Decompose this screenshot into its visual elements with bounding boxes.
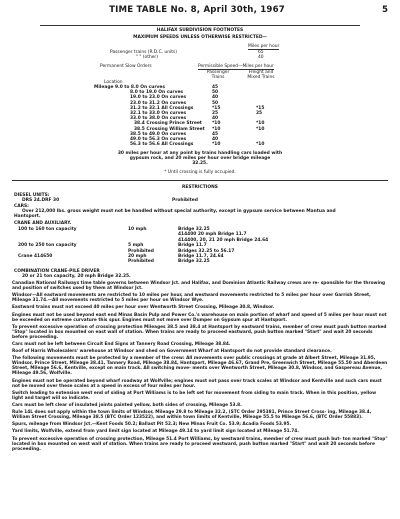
- mid-rule: [12, 180, 388, 181]
- slow-order-freight-speed: *10: [256, 142, 265, 148]
- slow-order-freight-speed: 25: [256, 111, 263, 116]
- restriction-paragraph: Cars must be left clear of insulated joints painted yellow, both sides of crossing, Mileage 53.8.: [12, 402, 242, 408]
- slow-order-freight-speed: *10: [256, 121, 265, 127]
- restriction-paragraph: Switch leading to extension west end of siding at Port Williams is to be left set for movement from siding to main track. When in this position, yellow light and target will so indicate.: [12, 390, 377, 401]
- slow-order-location: 31.2 to 32.1 All Crossings: [130, 105, 194, 111]
- slow-order-location: Mileage 9.0 to 8.0 On curves: [94, 85, 165, 90]
- cars-text: Over 212,000 lbs. gross weight must not be handled without special authority, except in gypsum service between Mantua and: [22, 209, 336, 214]
- crane-bridge: 414400, 20, 21 20 mph Bridge 24.64: [178, 237, 269, 243]
- other-trains-speed: 40: [258, 55, 264, 60]
- slow-order-passenger-speed: 40: [212, 95, 219, 101]
- slow-order-location: 38.5 to 49.0 On curves: [130, 131, 187, 137]
- crane-bridge: Bridge 11.7: [178, 243, 207, 249]
- slow-order-location: 33.0 to 38.0 On curves: [130, 116, 187, 122]
- slow-order-freight-speed: *15: [256, 105, 265, 111]
- halifax-subtitle: MAXIMUM SPEEDS UNLESS OTHERWISE RESTRICTED—: [133, 35, 267, 40]
- crane-bridge: Bridge 32.25: [178, 227, 210, 232]
- col-passenger-header: Passenger Trains: [206, 70, 230, 81]
- slow-order-passenger-speed: *15: [212, 105, 221, 111]
- crane-speed: 20 mph: [128, 254, 147, 259]
- slow-order-location: 56.3 to 56.6 All Crossings: [130, 142, 194, 148]
- crane-capacity: 100 to 160 ton capacity: [18, 227, 77, 232]
- halifax-note-4: * Until crossing is fully occupied.: [164, 170, 236, 175]
- top-rule: [40, 25, 360, 26]
- combination-label: COMBINATION CRANE-PILE DRIVER: [14, 269, 100, 274]
- diesel-units-label: DIESEL UNITS:: [14, 193, 50, 198]
- diesel-prohibited: Prohibited: [172, 198, 198, 203]
- slow-order-location: 8.0 to 19.0 On curves: [130, 90, 184, 96]
- slow-order-location: 49.0 to 56.3 On curves: [130, 137, 187, 142]
- crane-bridge: 414400 20 mph Bridge 11.7: [178, 232, 247, 238]
- slow-order-passenger-speed: 45: [212, 131, 219, 137]
- page-number: 5: [382, 5, 388, 15]
- restriction-paragraph: To prevent excessive operation of crossing protection Mileages 38.5 and 38.4 at Hantsport by eastward trains, member of crew must push button marked "Stop" located in box mounted on east wall of station. When trains are ready to proceed eastward, push button marked "Start" and wait 20 seconds before proceeding.: [12, 324, 387, 340]
- slow-order-passenger-speed: *10: [212, 126, 221, 132]
- slow-order-location: 38.4 Crossing Prince Street: [134, 121, 202, 127]
- location-header: Location: [104, 80, 123, 85]
- slow-order-passenger-speed: 45: [212, 85, 219, 90]
- halifax-note-3: 32.25.: [192, 161, 208, 166]
- slow-order-passenger-speed: *10: [212, 142, 221, 148]
- col-freight-header: Freight and Mixed Trains: [247, 70, 275, 81]
- crane-bridge: Bridge 32.25: [178, 259, 210, 265]
- slow-order-passenger-speed: 50: [212, 90, 219, 96]
- slow-order-passenger-speed: 25: [212, 111, 219, 116]
- slow-order-passenger-speed: 50: [212, 100, 219, 106]
- restriction-paragraph: Engines must not be used beyond east end Minas Basin Pulp and Power Co.'s warehouse on main portion of wharf and speed of 5 miles per hour must not be exceeded on extreme curvature this spur. Engines must not move over Dumper on Gypsum spur at Hantsport.: [12, 312, 387, 323]
- crane-label: CRANE AND AUXILIARY.: [14, 221, 72, 226]
- halifax-note-1: 30 miles per hour at any point by trains handling cars loaded with: [117, 151, 283, 156]
- halifax-title: HALIFAX SUBDIVISION FOOTNOTES: [156, 28, 244, 33]
- slow-order-location: 19.0 to 23.0 On curves: [130, 95, 187, 101]
- restriction-paragraph: Yard limits, Wolfville, extend from yard limit sign located at Mileage 49.14 to yard limit sign located at Mileage 51.74.: [12, 429, 299, 435]
- slow-orders-label: Permanent Slow Orders: [100, 64, 152, 69]
- passenger-trains-label: Passenger trains (R.D.C. units): [110, 50, 177, 55]
- slow-order-passenger-speed: 40: [212, 116, 219, 122]
- restriction-paragraph: Canadian National Railways time table governs between Windsor Jct. and Halifax, and Dominion Atlantic Railway crews are re- sponsible for the throwing and position of switches used by them at Windsor Jct.: [12, 281, 386, 291]
- restriction-paragraph: Rule 14L does not apply within the town limits of Windsor, Mileage 29.8 to Mileage 32.2, (STC Order 295381, Prince Street Cross- ing, Mileage 38.4, William Street Crossing, Mileage 38.5 (BTC Order 123522), and within town limits of Kentville, Mileage 55.5 to Mileage 56.6, (BTC Order 55883).: [12, 410, 372, 421]
- slow-order-freight-speed: *10: [256, 126, 265, 132]
- timetable-title: TIME TABLE No. 8, April 30th, 1967: [109, 5, 285, 15]
- crane-capacity: 200 to 250 ton capacity: [18, 243, 77, 249]
- crane-bridge: Bridge 11.7, 24.64: [178, 254, 224, 259]
- permissible-speed-label: Permissible Speed—Miles per hour: [198, 64, 274, 69]
- restriction-paragraph: The following movements must be protected by a member of the crew: All movements over public crossings at grade at Albert Street, Mileage 31.95, Windsor, Prince Street, Mileage 38.41, Tannery Road, Mileage 38.84, Hantsport, Mileage 46.67, Grand Pre, Greenwich Street, Mileage 55.50 and Aberdeen Street, Mileage 56.6, Kentville, except on main track. All switching move- ments over Wentworth Street, Mileage 30.8, Windsor, and Gaspereau Avenue, Mileage 49.56, Wolfville.: [12, 356, 388, 377]
- crane-speed: 10 mph: [128, 227, 147, 232]
- cars-label: CARS:: [14, 204, 29, 209]
- slow-order-location: 38.5 Crossing William Street: [134, 126, 205, 132]
- crane-bridge: Bridges 32.25 to 56.17: [178, 248, 235, 254]
- other-trains-label: " " (other): [136, 55, 158, 60]
- restriction-paragraph: Cars must not be left between Circuit End Signs at Tannery Road Crossing, Mileage 38.84.: [12, 341, 231, 347]
- halifax-note-2: gypsum rock, and 20 miles per hour over bridge mileage: [129, 156, 271, 161]
- slow-order-location: 23.0 to 31.2 On curves: [130, 100, 187, 106]
- restriction-paragraph: Roof of Harris Wholesalers' warehouse at Windsor and shed on Government Wharf at Hantsport do not provide standard clearance.: [12, 349, 332, 355]
- combination-text: 20 or 21 ton capacity, 20 mph Bridge 32.25.: [22, 274, 131, 279]
- diesel-units-models: DRS 24.DRF 30: [22, 198, 60, 203]
- miles-per-hour-label: Miles per hour: [248, 44, 280, 49]
- restrictions-title: RESTRICTIONS: [182, 185, 218, 190]
- page-header: [12, 5, 388, 23]
- restriction-paragraph: Spurs, mileage from Windsor Jct.—Kent Foods 50.2; Ballast Pit 52.3; New Minas Fruit Co. 53.9; Acadia Foods 53.95.: [12, 422, 292, 428]
- restriction-paragraphs: [12, 281, 388, 454]
- crane-capacity: Crane 414650: [18, 254, 53, 259]
- slow-order-passenger-speed: *10: [212, 121, 221, 127]
- slow-order-passenger-speed: 40: [212, 137, 219, 142]
- cars-text-2: Hantsport.: [14, 214, 41, 219]
- restriction-paragraph: Eastward trains must not exceed 40 miles per hour over Wentworth Street Crossing, Mileage 30.8, Windsor.: [12, 305, 275, 311]
- crane-speed: Prohibited: [128, 248, 154, 254]
- restriction-paragraph: Engines must not be operated beyond wharf roadway at Wolfville; engines must not pass over track scales at Windsor and Kentville and such cars must not be moved over these scales at a speed in excess of four miles per hour.: [12, 378, 382, 389]
- passenger-trains-speed: 65: [258, 50, 264, 55]
- crane-speed: Prohibited: [128, 259, 154, 265]
- crane-speed: 5 mph: [128, 243, 144, 249]
- slow-order-location: 32.1 to 33.0 On curves: [130, 111, 187, 116]
- restriction-paragraph: Windsor—All eastward movements are restricted to 10 miles per hour, and westward movements restricted to 5 miles per hour over Garrish Street, Mileage 31.74.—All movements restricted to 5 miles per hour on Windsor Wye.: [12, 293, 371, 304]
- restriction-paragraph: To prevent excessive operation of crossing protection, Mileage 51.4 Port Williams, by westward trains, member of crew must push but- ton marked "Stop" located in box mounted on west wall of station. When trains are ready to proceed westward, push button marked "Start" and wait 20 seconds before proceeding.: [12, 436, 388, 452]
